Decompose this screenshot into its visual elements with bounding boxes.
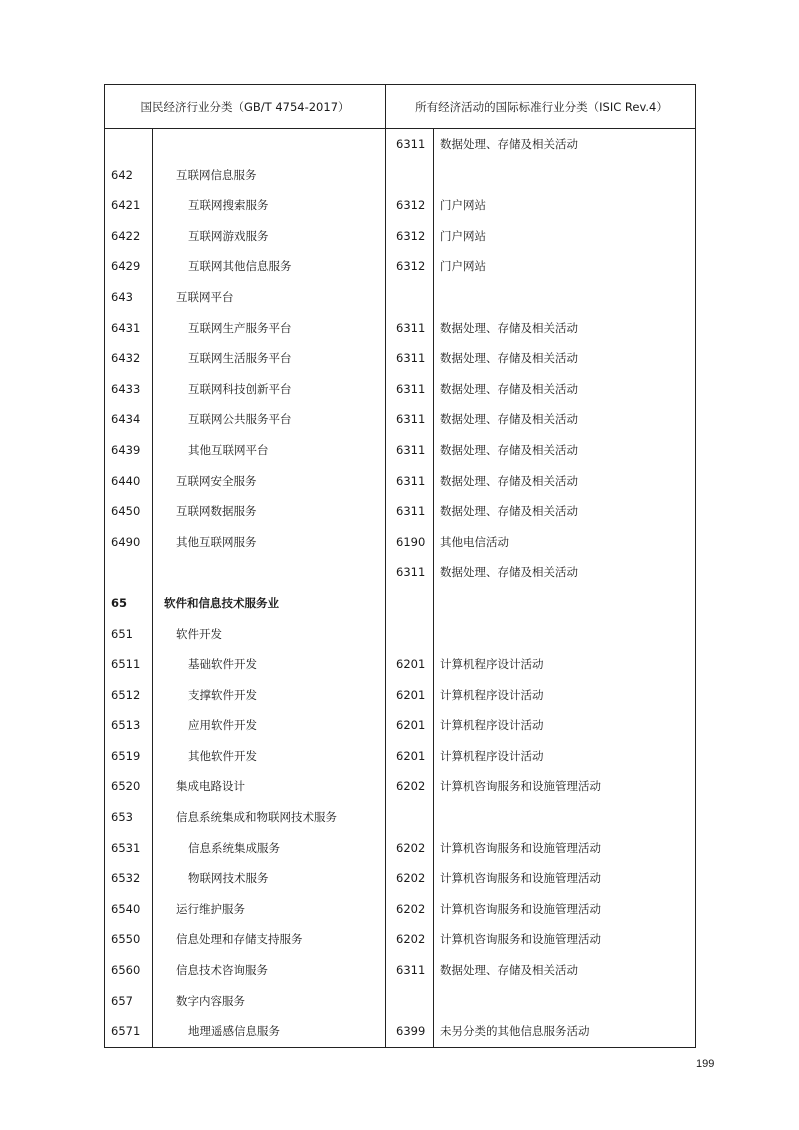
gb-name: 物联网技术服务 <box>188 871 269 886</box>
gb-name: 信息系统集成和物联网技术服务 <box>176 810 337 825</box>
isic-name: 计算机咨询服务和设施管理活动 <box>440 840 601 855</box>
isic-name: 计算机程序设计活动 <box>440 687 544 702</box>
table-row <box>105 894 695 925</box>
gb-name: 信息系统集成服务 <box>188 840 280 855</box>
gb-name: 信息技术咨询服务 <box>176 963 268 978</box>
gb-code: 6511 <box>111 657 141 672</box>
gb-name: 其他互联网服务 <box>176 534 257 549</box>
table-row <box>105 802 695 833</box>
isic-name: 门户网站 <box>440 259 486 274</box>
table-row <box>105 404 695 435</box>
table-row <box>105 619 695 650</box>
table-row <box>105 1016 695 1047</box>
isic-code: 6201 <box>396 748 426 763</box>
isic-code: 6312 <box>396 198 426 213</box>
isic-name: 数据处理、存储及相关活动 <box>440 381 578 396</box>
gb-code: 6520 <box>111 779 141 794</box>
isic-code: 6311 <box>396 565 426 580</box>
isic-name: 数据处理、存储及相关活动 <box>440 412 578 427</box>
isic-code: 6201 <box>396 718 426 733</box>
isic-code: 6311 <box>396 137 426 151</box>
gb-code: 6421 <box>111 198 141 213</box>
isic-name: 数据处理、存储及相关活动 <box>440 565 578 580</box>
gb-name: 互联网平台 <box>176 289 234 304</box>
gb-code: 6433 <box>111 381 141 396</box>
table-row <box>105 374 695 405</box>
gb-code: 6560 <box>111 963 141 978</box>
table-row <box>105 986 695 1017</box>
isic-code: 6202 <box>396 840 426 855</box>
isic-code: 6190 <box>396 534 426 549</box>
gb-code: 642 <box>111 167 133 182</box>
gb-code: 6550 <box>111 932 141 947</box>
isic-name: 计算机咨询服务和设施管理活动 <box>440 871 601 886</box>
isic-name: 未另分类的其他信息服务活动 <box>440 1024 590 1039</box>
gb-name: 互联网搜索服务 <box>188 198 269 213</box>
table-row <box>105 343 695 374</box>
gb-name: 软件开发 <box>176 626 222 641</box>
isic-code: 6311 <box>396 504 426 519</box>
page-number: 199 <box>696 1058 715 1070</box>
isic-code: 6399 <box>396 1024 426 1039</box>
table-row <box>105 833 695 864</box>
isic-code: 6311 <box>396 963 426 978</box>
table-row <box>105 710 695 741</box>
isic-code: 6201 <box>396 687 426 702</box>
isic-name: 数据处理、存储及相关活动 <box>440 473 578 488</box>
gb-name: 其他软件开发 <box>188 748 257 763</box>
table-row <box>105 924 695 955</box>
gb-code: 6490 <box>111 534 141 549</box>
gb-name: 应用软件开发 <box>188 718 257 733</box>
gb-name: 基础软件开发 <box>188 657 257 672</box>
table-row <box>105 649 695 680</box>
table-row <box>105 190 695 221</box>
gb-code: 6512 <box>111 687 141 702</box>
table-row <box>105 680 695 711</box>
gb-name: 互联网安全服务 <box>176 473 257 488</box>
gb-code: 6429 <box>111 259 141 274</box>
table-row <box>105 435 695 466</box>
classification-table <box>104 84 696 1048</box>
isic-name: 计算机程序设计活动 <box>440 657 544 672</box>
isic-code: 6202 <box>396 901 426 916</box>
gb-name: 支撑软件开发 <box>188 687 257 702</box>
table-row <box>105 588 695 619</box>
table-row <box>105 313 695 344</box>
gb-code: 651 <box>111 626 133 641</box>
isic-name: 门户网站 <box>440 198 486 213</box>
header-gb-classification: 国民经济行业分类（GB/T 4754-2017） <box>140 99 350 114</box>
gb-name: 互联网生活服务平台 <box>188 351 292 366</box>
isic-name: 计算机程序设计活动 <box>440 718 544 733</box>
table-row <box>105 771 695 802</box>
table-row <box>105 496 695 527</box>
table-row <box>105 129 695 160</box>
table-row <box>105 527 695 558</box>
table-row <box>105 160 695 191</box>
isic-code: 6311 <box>396 412 426 427</box>
gb-name: 互联网其他信息服务 <box>188 259 292 274</box>
gb-name: 互联网生产服务平台 <box>188 320 292 335</box>
gb-name: 互联网数据服务 <box>176 504 257 519</box>
table-row <box>105 741 695 772</box>
gb-code: 65 <box>111 595 128 610</box>
isic-code: 6311 <box>396 442 426 457</box>
gb-code: 6422 <box>111 228 141 243</box>
gb-name: 软件和信息技术服务业 <box>164 595 279 610</box>
gb-code: 6571 <box>111 1024 141 1039</box>
isic-code: 6201 <box>396 657 426 672</box>
isic-name: 数据处理、存储及相关活动 <box>440 351 578 366</box>
table-row <box>105 251 695 282</box>
isic-name: 计算机程序设计活动 <box>440 748 544 763</box>
isic-code: 6202 <box>396 871 426 886</box>
gb-code: 6432 <box>111 351 141 366</box>
gb-code: 6531 <box>111 840 141 855</box>
gb-name: 运行维护服务 <box>176 901 245 916</box>
gb-name: 信息处理和存储支持服务 <box>176 932 303 947</box>
gb-code: 6540 <box>111 901 141 916</box>
gb-code: 6450 <box>111 504 141 519</box>
gb-name: 其他互联网平台 <box>188 442 269 457</box>
gb-name: 互联网游戏服务 <box>188 228 269 243</box>
gb-code: 6431 <box>111 320 141 335</box>
isic-name: 门户网站 <box>440 228 486 243</box>
table-row <box>105 557 695 588</box>
gb-code: 6519 <box>111 748 141 763</box>
isic-name: 数据处理、存储及相关活动 <box>440 504 578 519</box>
table-row <box>105 221 695 252</box>
isic-code: 6311 <box>396 473 426 488</box>
gb-name: 数字内容服务 <box>176 993 245 1008</box>
gb-code: 657 <box>111 993 133 1008</box>
table-row <box>105 955 695 986</box>
isic-name: 数据处理、存储及相关活动 <box>440 442 578 457</box>
table-row <box>105 863 695 894</box>
isic-name: 其他电信活动 <box>440 534 509 549</box>
table-body <box>105 129 695 1047</box>
gb-code: 6440 <box>111 473 141 488</box>
isic-code: 6311 <box>396 381 426 396</box>
gb-name: 互联网科技创新平台 <box>188 381 292 396</box>
gb-code: 6532 <box>111 871 141 886</box>
isic-name: 数据处理、存储及相关活动 <box>440 137 578 151</box>
isic-name: 计算机咨询服务和设施管理活动 <box>440 779 601 794</box>
isic-code: 6312 <box>396 228 426 243</box>
header-isic-classification: 所有经济活动的国际标准行业分类（ISIC Rev.4） <box>415 99 668 114</box>
isic-name: 数据处理、存储及相关活动 <box>440 963 578 978</box>
gb-name: 互联网公共服务平台 <box>188 412 292 427</box>
isic-code: 6311 <box>396 320 426 335</box>
isic-code: 6312 <box>396 259 426 274</box>
gb-name: 集成电路设计 <box>176 779 245 794</box>
table-row <box>105 466 695 497</box>
isic-code: 6202 <box>396 779 426 794</box>
gb-code: 6513 <box>111 718 141 733</box>
gb-name: 互联网信息服务 <box>176 167 257 182</box>
gb-name: 地理遥感信息服务 <box>188 1024 280 1039</box>
gb-code: 643 <box>111 289 133 304</box>
isic-name: 计算机咨询服务和设施管理活动 <box>440 901 601 916</box>
gb-code: 653 <box>111 810 133 825</box>
isic-name: 计算机咨询服务和设施管理活动 <box>440 932 601 947</box>
isic-code: 6202 <box>396 932 426 947</box>
gb-code: 6434 <box>111 412 141 427</box>
table-row <box>105 282 695 313</box>
isic-name: 数据处理、存储及相关活动 <box>440 320 578 335</box>
isic-code: 6311 <box>396 351 426 366</box>
gb-code: 6439 <box>111 442 141 457</box>
